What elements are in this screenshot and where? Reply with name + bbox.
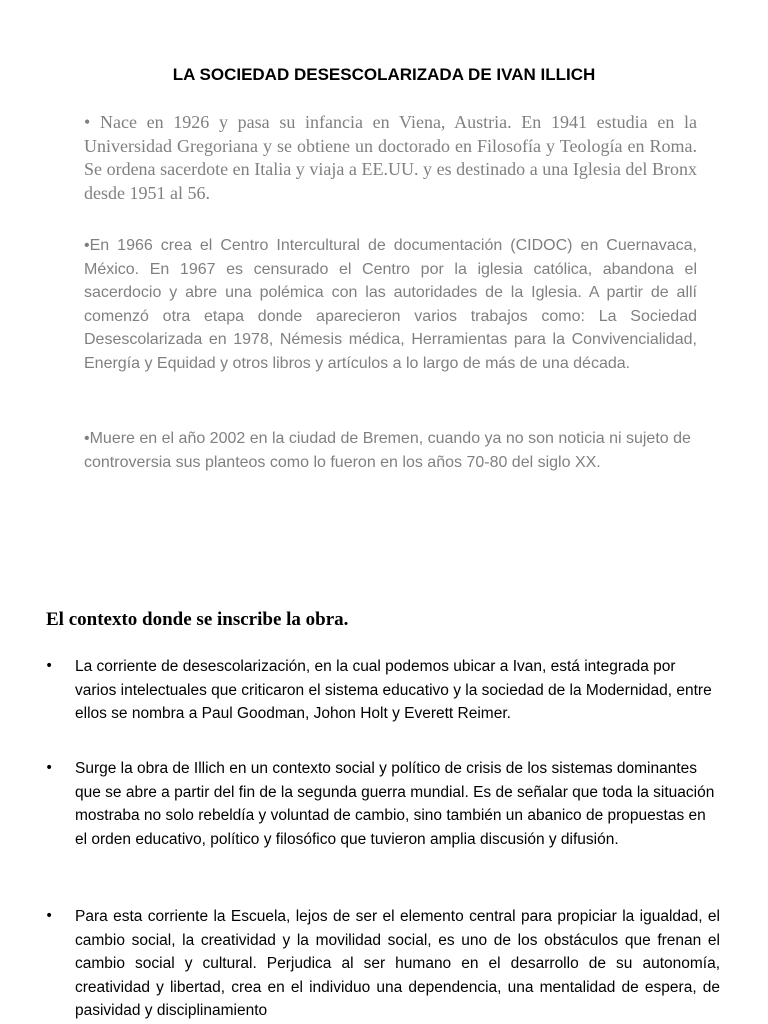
context-item-text: Surge la obra de Illich en un contexto social y político de crisis de los sistemas dominantes que se abre a partir del fin de la segunda guerra mundial. Es de señalar que toda la situación mostraba no solo rebeldía y voluntad de cambio, sino también un abanico de propuestas en el orden educativo, político y filosófico que tuvieron amplia discusión y difusión.: [75, 760, 715, 848]
bullet-icon: •: [45, 658, 54, 674]
page-title: LA SOCIEDAD DESESCOLARIZADA DE IVAN ILLICH: [172, 65, 596, 84]
bullet-icon: •: [45, 760, 54, 776]
context-item-text: La corriente de desescolarización, en la cual podemos ubicar a Ivan, está integrada por varios intelectuales que criticaron el sistema educativo y la sociedad de la Modernidad, entre ellos se nombra a Paul Goodman, Johon Holt y Everett Reimer.: [75, 658, 712, 722]
context-heading: El contexto donde se inscribe la obra.: [46, 609, 349, 630]
context-item-text: Para esta corriente la Escuela, lejos de ser el elemento central para propiciar la igualdad, el cambio social, la creatividad y la movilidad social, es uno de los obstáculos que frenan el cambio social y cultural. Perjudica al ser humano en el desarrollo de su autonomía, creatividad y libertad, crea en el individuo una dependencia, una mentalidad de espera, de pasividad y disciplinamiento: [75, 908, 720, 1019]
bio-paragraph-death: •Muere en el año 2002 en la ciudad de Bremen, cuando ya no son noticia ni sujeto de controversia sus planteos como lo fueron en los años 70-80 del siglo XX.: [84, 430, 691, 471]
bio-paragraph-birth: • Nace en 1926 y pasa su infancia en Viena, Austria. En 1941 estudia en la Universidad Gregoriana y se obtiene un doctorado en Filosofía y Teología en Roma. Se ordena sacerdote en Italia y viaja a EE.UU. y es destinado a una Iglesia del Bronx desde 1951 al 56.: [84, 112, 697, 203]
bio-paragraph-cidoc: •En 1966 crea el Centro Intercultural de documentación (CIDOC) en Cuernavaca, México. En 1967 es censurado el Centro por la iglesia católica, abandona el sacerdocio y abre una polémica con las autoridades de la Iglesia. A partir de allí comenzó otra etapa donde aparecieron varios trabajos como: La Sociedad Desescolarizada en 1978, Némesis médica, Herramientas para la Convivencialidad, Energía y Equidad y otros libros y artículos a lo largo de más de una década.: [84, 237, 697, 372]
bullet-icon: •: [45, 908, 54, 924]
